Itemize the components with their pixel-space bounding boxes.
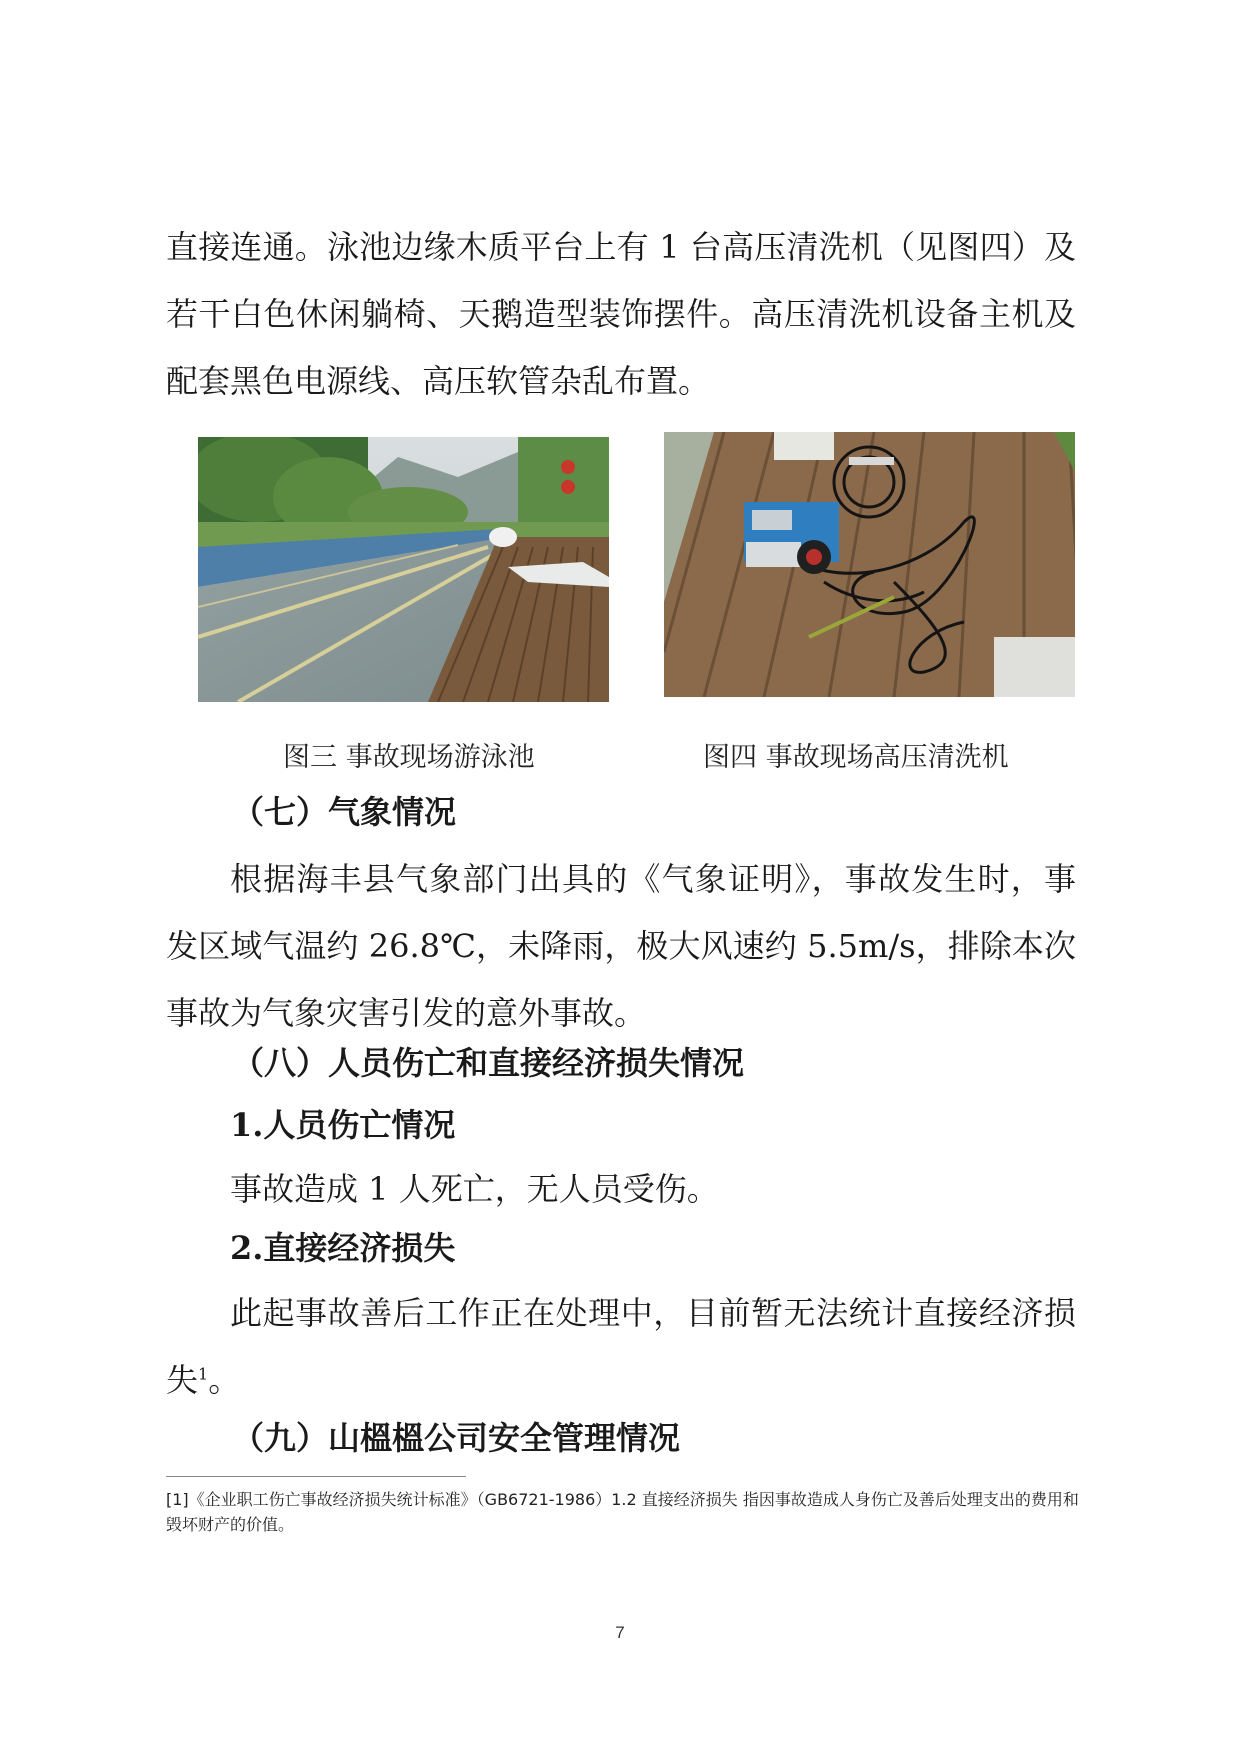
paragraph-direct-loss [166, 1280, 1076, 1414]
subheading-casualties: 1.人员伤亡情况 [230, 1106, 456, 1144]
direct-loss-text: 此起事故善后工作正在处理中，目前暂无法统计直接经济损失 [166, 1294, 1076, 1399]
pressure-washer-image [664, 432, 1075, 697]
swimming-pool-photo [198, 437, 609, 702]
section-heading-company-safety: （九）山榲榲公司安全管理情况 [232, 1419, 681, 1457]
page-number: 7 [615, 1623, 625, 1642]
section-heading-casualties-loss: （八）人员伤亡和直接经济损失情况 [232, 1044, 745, 1082]
figure-3-caption: 图三 事故现场游泳池 [283, 742, 535, 773]
swimming-pool-image [198, 437, 609, 702]
pressure-washer-photo [664, 432, 1075, 697]
subheading-direct-loss: 2.直接经济损失 [230, 1229, 456, 1267]
footnote-1: [1]《企业职工伤亡事故经济损失统计标准》（GB6721-1986）1.2 直接经济损失 指因事故造成人身伤亡及善后处理支出的费用和毁坏财产的价值。 [166, 1490, 1079, 1534]
paragraph-casualties: 事故造成 1 人死亡，无人员受伤。 [230, 1170, 719, 1208]
footnote-ref-1[interactable]: 1 [198, 1364, 209, 1384]
footnote-divider [166, 1476, 466, 1477]
section-heading-weather: （七）气象情况 [232, 793, 457, 831]
figure-4-caption: 图四 事故现场高压清洗机 [703, 742, 1009, 773]
paragraph-weather: 根据海丰县气象部门出具的《气象证明》，事故发生时，事发区域气温约 26.8℃，未降雨，极大风速约 5.5m/s，排除本次事故为气象灾害引发的意外事故。 [166, 860, 1076, 1032]
direct-loss-end: 。 [208, 1361, 241, 1399]
paragraph-pool-description: 直接连通。泳池边缘木质平台上有 1 台高压清洗机（见图四）及若干白色休闲躺椅、天鹅造型装饰摆件。高压清洗机设备主机及配套黑色电源线、高压软管杂乱布置。 [166, 228, 1076, 400]
